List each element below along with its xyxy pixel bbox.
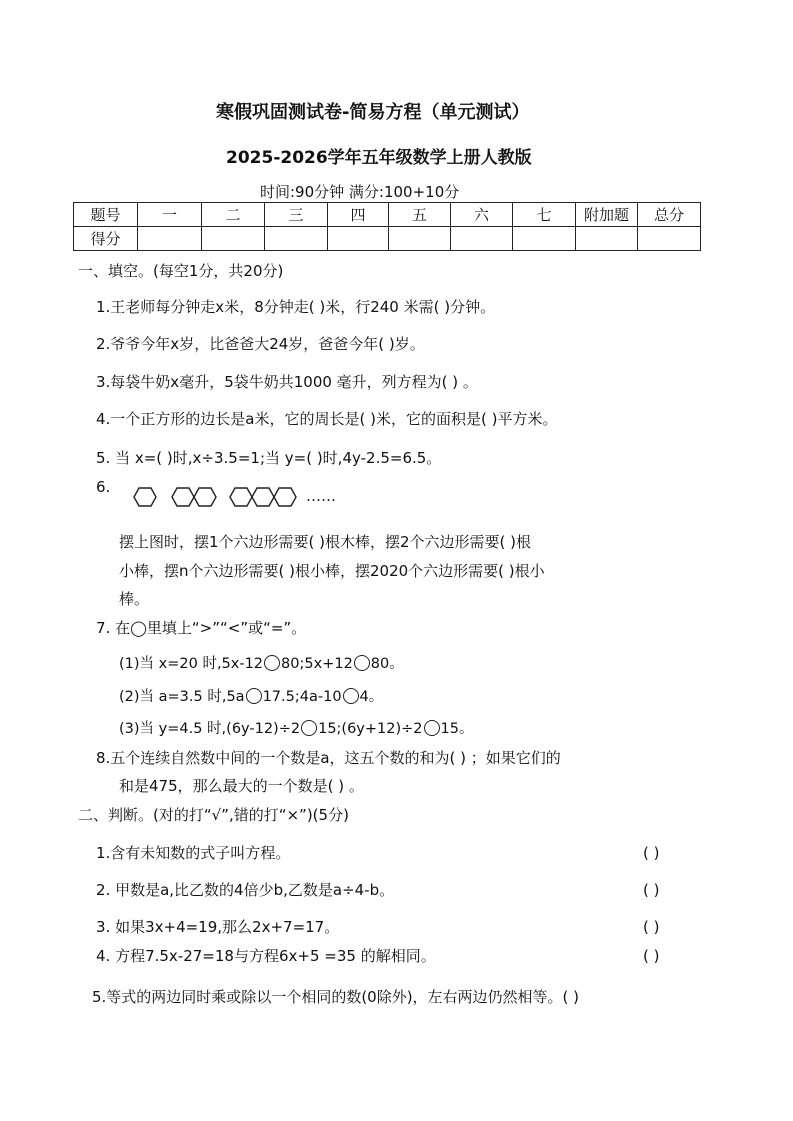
question-7-heading: 7. 在◯里填上“>”“<”或“=”。 — [96, 619, 307, 637]
judge-item-2: 2. 甲数是a,比乙数的4倍少b,乙数是a÷4-b。 — [96, 881, 395, 899]
hexagon-2b — [194, 488, 216, 506]
question-8-line-1: 8.五个连续自然数中间的一个数是a，这五个数的和为( ) ；如果它们的 — [96, 749, 561, 767]
question-6-number: 6. — [96, 478, 111, 496]
compare-circle-blank[interactable] — [354, 655, 370, 671]
section-2-heading: 二、判断。(对的打“√”,错的打“×”)(5分) — [78, 806, 349, 824]
compare-circle-blank[interactable] — [264, 655, 280, 671]
q7-2-text-a: (2)当 a=3.5 时,5a — [119, 689, 245, 705]
score-cell[interactable] — [451, 227, 513, 251]
score-cell[interactable] — [138, 227, 202, 251]
table-header-cell: 四 — [328, 203, 389, 227]
question-4: 4.一个正方形的边长是a米，它的周长是( )米，它的面积是( )平方米。 — [96, 410, 558, 428]
score-cell[interactable] — [328, 227, 389, 251]
compare-circle-blank[interactable] — [424, 720, 440, 736]
question-5: 5. 当 x=( )时,x÷3.5=1;当 y=( )时,4y-2.5=6.5。 — [96, 449, 442, 467]
hexagon-3b — [252, 488, 274, 506]
q7-1-text-c: 80。 — [370, 656, 404, 672]
page-title: 寒假巩固测试卷-简易方程（单元测试） — [216, 102, 530, 123]
hexagon-1 — [134, 488, 156, 506]
question-7-part-2 — [119, 686, 383, 708]
page-subtitle: 2025-2026学年五年级数学上册人教版 — [226, 148, 532, 168]
score-cell[interactable] — [202, 227, 265, 251]
q7-1-text-b: 80;5x+12 — [281, 656, 353, 672]
q7-2-text-c: 4。 — [359, 689, 384, 705]
judge-answer-blank[interactable]: ( ) — [643, 881, 660, 899]
compare-circle-blank[interactable] — [343, 688, 359, 704]
q7-3-text-a: (3)当 y=4.5 时,(6y-12)÷2 — [119, 721, 301, 737]
question-2: 2.爷爷今年x岁，比爸爸大24岁，爸爸今年( )岁。 — [96, 335, 425, 353]
score-cell[interactable] — [638, 227, 701, 251]
exam-meta: 时间:90分钟 满分:100+10分 — [260, 183, 460, 201]
question-6-line-2: 小棒，摆n个六边形需要( )根小棒，摆2020个六边形需要( )根小 — [119, 562, 545, 580]
judge-item-1: 1.含有未知数的式子叫方程。 — [96, 844, 291, 862]
compare-circle-blank[interactable] — [301, 720, 317, 736]
score-cell[interactable] — [389, 227, 451, 251]
ellipsis-dots: …… — [306, 487, 336, 505]
table-header-cell: 六 — [451, 203, 513, 227]
score-table — [73, 202, 701, 251]
question-7-part-1 — [119, 653, 404, 675]
table-header-cell: 总分 — [638, 203, 701, 227]
table-header-cell: 七 — [513, 203, 576, 227]
question-8-line-2: 和是475，那么最大的一个数是( ) 。 — [119, 777, 364, 795]
q7-3-text-c: 15。 — [440, 721, 474, 737]
table-header-cell: 五 — [389, 203, 451, 227]
score-cell[interactable] — [576, 227, 638, 251]
hexagon-3c — [274, 488, 296, 506]
score-table-score-row — [74, 227, 701, 251]
score-table-header-row — [74, 203, 701, 227]
score-cell[interactable] — [513, 227, 576, 251]
question-7-part-3 — [119, 718, 473, 740]
hexagon-2a — [172, 488, 194, 506]
hexagon-3a — [230, 488, 252, 506]
table-header-cell: 二 — [202, 203, 265, 227]
score-cell[interactable] — [265, 227, 328, 251]
question-3: 3.每袋牛奶x毫升，5袋牛奶共1000 毫升，列方程为( ) 。 — [96, 373, 478, 391]
question-6-line-1: 摆上图时，摆1个六边形需要( )根木棒，摆2个六边形需要( )根 — [119, 533, 532, 551]
section-1-heading: 一、填空。(每空1分，共20分) — [78, 262, 284, 280]
q7-1-text-a: (1)当 x=20 时,5x-12 — [119, 656, 264, 672]
q7-3-text-b: 15;(6y+12)÷2 — [318, 721, 423, 737]
table-header-cell: 三 — [265, 203, 328, 227]
table-header-cell: 附加题 — [576, 203, 638, 227]
compare-circle-blank[interactable] — [246, 688, 262, 704]
question-1: 1.王老师每分钟走x米，8分钟走( )米，行240 米需( )分钟。 — [96, 298, 496, 316]
judge-answer-blank[interactable]: ( ) — [643, 844, 660, 862]
judge-answer-blank[interactable]: ( ) — [643, 918, 660, 936]
table-header-cell: 一 — [138, 203, 202, 227]
table-header-cell: 题号 — [74, 203, 138, 227]
judge-item-4: 4. 方程7.5x-27=18与方程6x+5 =35 的解相同。 — [96, 947, 436, 965]
q7-2-text-b: 17.5;4a-10 — [262, 689, 342, 705]
hexagon-pattern-figure — [128, 480, 308, 514]
judge-answer-blank[interactable]: ( ) — [643, 947, 660, 965]
question-6-line-3: 棒。 — [119, 590, 150, 608]
judge-item-5: 5.等式的两边同时乘或除以一个相同的数(0除外)，左右两边仍然相等。( ) — [92, 988, 580, 1006]
judge-item-3: 3. 如果3x+4=19,那么2x+7=17。 — [96, 918, 340, 936]
table-row-label: 得分 — [74, 227, 138, 251]
